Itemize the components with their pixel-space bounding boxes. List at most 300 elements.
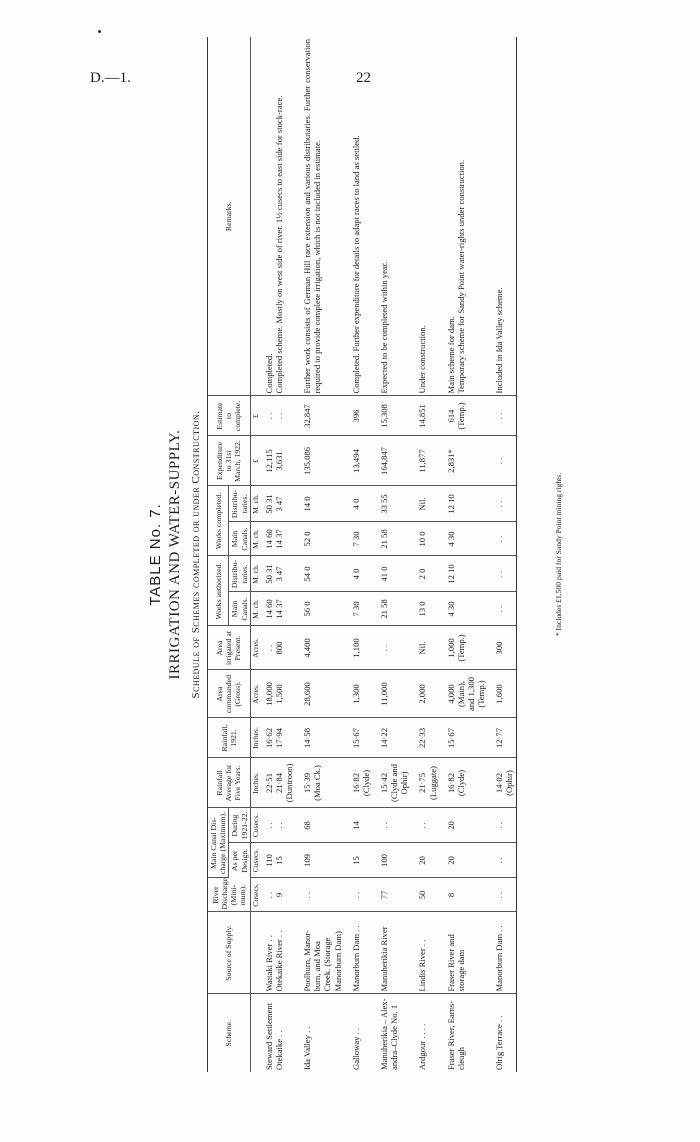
cell-line: . .: [494, 570, 505, 578]
cell-line: Steward Settlement: [263, 1002, 274, 1070]
cell-line: 15·42: [378, 772, 389, 794]
cell-line: . .: [273, 822, 284, 829]
cell-expenditure: [262, 436, 295, 486]
cell-line: 1,100: [350, 638, 361, 658]
header-remarks: Remarks.: [208, 37, 251, 396]
cell-rainfall-1921: [295, 718, 344, 758]
cell-source: [295, 912, 344, 994]
cell-line: (Temp.): [455, 402, 466, 430]
cell-comp-dist: [410, 486, 438, 522]
cell-line: 21·84: [273, 772, 284, 794]
cell-line: (Temp.): [476, 680, 487, 708]
cell-scheme: [439, 994, 488, 1072]
cell-source: [372, 912, 410, 994]
cell-during: [344, 808, 372, 843]
cell-line: 4 0: [350, 498, 361, 510]
unit-area-irrigated: Acres.: [250, 626, 261, 670]
cell-line: 2,000: [417, 684, 428, 704]
cell-remarks: [344, 37, 372, 396]
schedule-table: [207, 37, 517, 1072]
cell-area-irrigated: [344, 626, 372, 670]
cell-as-per-design: [295, 843, 344, 878]
cell-line: Fraser River, Earns-: [445, 1000, 456, 1070]
cell-rainfall-avg: [344, 758, 372, 808]
cell-area-commanded: [262, 670, 295, 718]
cell-rainfall-1921: [439, 718, 488, 758]
cell-line: 11,877: [417, 449, 428, 473]
cell-comp-main: [487, 522, 516, 556]
cell-line: Fraser River and: [445, 934, 456, 992]
cell-source: [487, 912, 516, 994]
cell-line: . .: [494, 857, 505, 864]
cell-line: 1,500: [273, 684, 284, 704]
cell-line: 16·82: [350, 772, 361, 794]
footnote: * Includes £1,500 paid for Sandy Point mining rights.: [554, 472, 563, 637]
cell-expenditure: [372, 436, 410, 486]
cell-remarks: [410, 37, 438, 396]
header-comp-distributaries: Distribu-taries.: [229, 486, 250, 522]
cell-line: 14 37: [273, 599, 284, 619]
cell-auth-main: [410, 592, 438, 626]
cell-line: Otekaike River . .: [273, 930, 284, 992]
cell-line: 21 58: [378, 599, 389, 619]
cell-line: (Clyde and: [389, 764, 400, 802]
cell-rainfall-avg: [487, 758, 516, 808]
cell-line: 7 30: [350, 601, 361, 617]
cell-line: 12 10: [445, 494, 456, 514]
cell-line: 20: [445, 856, 456, 865]
cell-line: Temporary scheme for Sandy Point water-rights under construction.: [455, 159, 466, 394]
cell-line: 16·82: [445, 772, 456, 794]
header-source: Source of Supply.: [208, 912, 251, 994]
cell-line: 14·02: [494, 772, 505, 794]
cell-line: 1,300: [350, 684, 361, 704]
cell-scheme: [262, 994, 295, 1072]
table-subtitle: Schedule of Schemes completed or under Construction.: [190, 410, 202, 699]
cell-line: 8: [445, 892, 456, 898]
cell-rainfall-avg: [439, 758, 488, 808]
header-area-irrigated: Area irrigated at Present.: [208, 626, 251, 670]
cell-scheme: [344, 994, 372, 1072]
cell-line: 2 0: [417, 568, 428, 580]
cell-line: Poolburn, Manor-: [302, 930, 313, 992]
cell-line: Creek. (Storage: [322, 937, 333, 992]
header-works-authorized: Works authorized.: [208, 556, 229, 626]
unit-empty: [250, 912, 261, 994]
cell-line: . .: [494, 500, 505, 508]
header-area-commanded: Area commanded (Gross).: [208, 670, 251, 718]
cell-line: 164,847: [378, 447, 389, 475]
cell-line: 7 30: [350, 531, 361, 547]
cell-line: 56 0: [302, 601, 313, 617]
header-river-discharge: River Discharge (Mini-mum).: [208, 878, 251, 912]
cell-line: (Clyde): [455, 769, 466, 797]
cell-expenditure: [439, 436, 488, 486]
page-speck: [98, 30, 101, 33]
cell-auth-dist: [262, 556, 295, 592]
header-rainfall-average: Rainfall Average for Five Years.: [208, 758, 251, 808]
cell-line: 14 37: [273, 529, 284, 549]
cell-river-discharge: [410, 878, 438, 912]
cell-expenditure: [410, 436, 438, 486]
cell-line: 16·62: [263, 727, 274, 749]
cell-area-commanded: [487, 670, 516, 718]
cell-remarks: [487, 37, 516, 396]
cell-line: 800: [273, 641, 284, 655]
cell-line: 3 47: [273, 496, 284, 512]
cell-area-commanded: [439, 670, 488, 718]
cell-line: 15: [350, 856, 361, 865]
cell-estimate: [295, 396, 344, 436]
cell-line: and 1,300: [465, 677, 476, 711]
cell-estimate: [439, 396, 488, 436]
cell-line: 15·39: [302, 772, 313, 794]
cell-line: Completed.: [263, 353, 274, 394]
cell-line: 4 30: [445, 601, 456, 617]
cell-remarks: [262, 37, 295, 396]
cell-line: 14 60: [263, 529, 274, 549]
cell-line: Further work consists of German Hill race extension and various distributaries. Further conservation required to provide complete irrigation, which is not included in estimate.: [302, 39, 323, 394]
cell-line: 14 60: [263, 599, 274, 619]
cell-line: 50: [417, 890, 428, 900]
cell-line: Included in Ida Valley scheme.: [494, 287, 505, 394]
cell-line: 15,308: [378, 404, 389, 428]
cell-comp-main: [372, 522, 410, 556]
cell-line: 50 31: [263, 494, 274, 514]
cell-comp-main: [410, 522, 438, 556]
cell-line: Ophir): [399, 771, 410, 795]
cell-line: 13,494: [350, 449, 361, 473]
table-row: [410, 37, 438, 1072]
cell-line: . .: [494, 891, 505, 899]
cell-auth-main: [344, 592, 372, 626]
cell-as-per-design: [372, 843, 410, 878]
cell-line: . .: [273, 412, 284, 420]
page-section: D.—1.: [90, 70, 131, 86]
unit-rainfall-average: Inches.: [250, 758, 261, 808]
cell-line: . .: [350, 891, 361, 899]
cell-line: Manorburn Dam): [332, 931, 343, 992]
cell-area-commanded: [410, 670, 438, 718]
cell-estimate: [487, 396, 516, 436]
cell-line: . .: [494, 412, 505, 420]
cell-during: [372, 808, 410, 843]
cell-comp-dist: [372, 486, 410, 522]
cell-comp-dist: [262, 486, 295, 522]
cell-area-irrigated: [410, 626, 438, 670]
cell-line: storage dam: [455, 949, 466, 992]
cell-scheme: [410, 994, 438, 1072]
cell-line: 14,851: [417, 404, 428, 428]
cell-source: [262, 912, 295, 994]
header-estimate: Estimate to complete.: [208, 396, 251, 436]
cell-line: 22·33: [417, 727, 428, 749]
cell-line: . .: [263, 412, 274, 420]
cell-during: [439, 808, 488, 843]
cell-line: 15: [273, 856, 284, 865]
cell-area-commanded: [344, 670, 372, 718]
cell-scheme: [372, 994, 410, 1072]
cell-area-irrigated: [372, 626, 410, 670]
table-row: [262, 37, 295, 1072]
cell-line: . .: [378, 822, 389, 829]
cell-estimate: [410, 396, 438, 436]
cell-line: . .: [302, 891, 313, 899]
cell-line: Completed scheme. Mostly on west side of river. 1½ cusecs to east side for stock-race.: [273, 95, 284, 394]
cell-during: [295, 808, 344, 843]
table-row: [344, 37, 372, 1072]
cell-expenditure: [295, 436, 344, 486]
header-during: During 1921-22.: [229, 808, 250, 843]
cell-line: 3 47: [273, 566, 284, 582]
cell-auth-dist: [410, 556, 438, 592]
cell-area-commanded: [295, 670, 344, 718]
header-rainfall-1921: Rainfall, 1921.: [208, 718, 251, 758]
cell-line: Ardgour . . . .: [417, 1023, 428, 1070]
cell-comp-main: [262, 522, 295, 556]
cell-river-discharge: [262, 878, 295, 912]
unit-empty: [250, 37, 261, 396]
cell-line: 52 0: [302, 531, 313, 547]
cell-line: Main scheme for dam.: [445, 316, 456, 394]
cell-comp-dist: [344, 486, 372, 522]
cell-line: (Main),: [455, 681, 466, 708]
header-auth-distributaries: Distribu-taries.: [229, 556, 250, 592]
cell-rainfall-1921: [410, 718, 438, 758]
cell-line: . .: [263, 891, 274, 899]
header-row-1: [208, 37, 229, 1072]
cell-expenditure: [487, 436, 516, 486]
cell-line: 21 58: [378, 529, 389, 549]
cell-line: Olrig Terrace . .: [494, 1015, 505, 1070]
cell-as-per-design: [487, 843, 516, 878]
cell-line: . .: [378, 644, 389, 652]
cell-line: 41 0: [378, 566, 389, 582]
cell-comp-main: [344, 522, 372, 556]
cell-estimate: [372, 396, 410, 436]
cell-line: 20: [417, 856, 428, 865]
unit-as-per-design: Cusecs.: [250, 843, 261, 878]
cell-line: Nil.: [417, 641, 428, 655]
cell-remarks: [439, 37, 488, 396]
cell-source: [439, 912, 488, 994]
cell-line: 2,831*: [445, 449, 456, 473]
cell-river-discharge: [295, 878, 344, 912]
cell-river-discharge: [487, 878, 516, 912]
cell-auth-dist: [344, 556, 372, 592]
cell-line: (Temp.): [455, 634, 466, 662]
cell-line: 4 30: [445, 531, 456, 547]
cell-line: Otekaike . .: [273, 1030, 284, 1070]
cell-during: [262, 808, 295, 843]
cell-auth-main: [372, 592, 410, 626]
unit-rainfall-1921: Inches.: [250, 718, 261, 758]
cell-as-per-design: [410, 843, 438, 878]
cell-auth-dist: [439, 556, 488, 592]
cell-source: [410, 912, 438, 994]
unit-estimate: £: [250, 396, 261, 436]
unit-auth-dist: M. ch.: [250, 556, 261, 592]
cell-line: 109: [302, 854, 313, 867]
cell-line: 14·22: [378, 727, 389, 749]
cell-auth-main: [439, 592, 488, 626]
cell-scheme: [295, 994, 344, 1072]
table-row: [295, 37, 344, 1072]
cell-line: (Ophir): [504, 770, 515, 796]
header-scheme: Scheme.: [208, 994, 251, 1072]
cell-comp-dist: [295, 486, 344, 522]
table-title: IRRIGATION AND WATER-SUPPLY.: [167, 429, 183, 680]
cell-line: 10 0: [417, 531, 428, 547]
unit-river-discharge: Cusecs.: [250, 878, 261, 912]
cell-line: 50 31: [263, 564, 274, 584]
unit-empty: [250, 994, 261, 1072]
cell-line: (Duntroon): [283, 763, 294, 803]
cell-area-commanded: [372, 670, 410, 718]
cell-line: Manuherikia – Alex-: [378, 998, 389, 1070]
cell-line: 4,400: [302, 638, 313, 658]
cell-auth-main: [262, 592, 295, 626]
cell-comp-dist: [439, 486, 488, 522]
cell-line: 4 0: [350, 568, 361, 580]
cell-line: Expected to be completed within year.: [378, 261, 389, 394]
cell-river-discharge: [439, 878, 488, 912]
cell-line: 33 55: [378, 494, 389, 514]
cell-during: [487, 808, 516, 843]
cell-line: 18,000: [263, 682, 274, 706]
cell-line: 77: [378, 890, 389, 900]
cell-line: . .: [494, 605, 505, 613]
cell-auth-main: [487, 592, 516, 626]
unit-comp-main: M. ch.: [250, 522, 261, 556]
cell-line: Galloway . .: [350, 1027, 361, 1070]
unit-expenditure: £: [250, 436, 261, 486]
cell-line: 110: [263, 854, 274, 867]
cell-estimate: [344, 396, 372, 436]
cell-rainfall-avg: [410, 758, 438, 808]
cell-line: 9: [273, 892, 284, 898]
cell-line: . .: [417, 822, 428, 829]
cell-line: Ida Valley . .: [302, 1026, 313, 1070]
cell-line: 15·67: [445, 727, 456, 749]
cell-rainfall-avg: [372, 758, 410, 808]
cell-line: 15·67: [350, 727, 361, 749]
cell-remarks: [372, 37, 410, 396]
cell-line: 20: [445, 821, 456, 830]
cell-estimate: [262, 396, 295, 436]
cell-line: (Luggate): [427, 766, 438, 800]
cell-line: 614: [445, 409, 456, 423]
cell-line: Under construction.: [417, 325, 428, 394]
cell-line: 14·58: [302, 727, 313, 749]
cell-line: 300: [494, 641, 505, 655]
cell-line: . .: [263, 644, 274, 652]
cell-line: . .: [263, 822, 274, 829]
cell-line: 28,600: [302, 682, 313, 706]
cell-line: 21·75: [417, 772, 428, 794]
unit-auth-main: M. ch.: [250, 592, 261, 626]
cell-comp-main: [439, 522, 488, 556]
cell-area-irrigated: [262, 626, 295, 670]
cell-auth-dist: [487, 556, 516, 592]
cell-as-per-design: [344, 843, 372, 878]
cell-rainfall-1921: [372, 718, 410, 758]
cell-area-irrigated: [295, 626, 344, 670]
cell-line: 54 0: [302, 566, 313, 582]
cell-auth-dist: [295, 556, 344, 592]
cell-line: andra–Clyde No. 1: [389, 1004, 400, 1070]
table-row: [372, 37, 410, 1072]
unit-area-commanded: Acres.: [250, 670, 261, 718]
cell-line: 32,847: [302, 404, 313, 428]
cell-line: . .: [494, 822, 505, 829]
cell-line: (Clyde): [360, 769, 371, 797]
page-number: 22: [356, 70, 371, 86]
cell-line: Manuherikia River: [378, 926, 389, 992]
cell-river-discharge: [372, 878, 410, 912]
cell-line: Lindis River . .: [417, 939, 428, 992]
cell-line: 14 0: [302, 496, 313, 512]
cell-rainfall-1921: [344, 718, 372, 758]
cell-line: 4,000: [445, 684, 456, 704]
cell-rainfall-avg: [262, 758, 295, 808]
cell-scheme: [487, 994, 516, 1072]
cell-line: 100: [378, 854, 389, 867]
cell-comp-main: [295, 522, 344, 556]
table-label: TABLE No. 7.: [147, 503, 164, 606]
rotated-table-block: [140, 37, 563, 1072]
unit-comp-dist: M. ch.: [250, 486, 261, 522]
cell-river-discharge: [344, 878, 372, 912]
table-row: [439, 37, 488, 1072]
cell-during: [410, 808, 438, 843]
cell-area-irrigated: [439, 626, 488, 670]
header-as-per-design: As per Design.: [229, 843, 250, 878]
cell-rainfall-1921: [487, 718, 516, 758]
cell-line: 68: [302, 821, 313, 830]
cell-line: 11,000: [378, 682, 389, 706]
cell-line: Manorburn Dam . .: [350, 925, 361, 992]
cell-line: 12,115: [263, 449, 274, 473]
cell-line: 12 10: [445, 564, 456, 584]
unit-during: Cusecs.: [250, 808, 261, 843]
cell-line: 13 0: [417, 601, 428, 617]
cell-line: Waitaki River . .: [263, 935, 274, 992]
cell-line: 14: [350, 821, 361, 830]
cell-line: . .: [494, 457, 505, 465]
cell-line: 396: [350, 409, 361, 423]
cell-line: 22·51: [263, 772, 274, 794]
cell-line: 1,600: [494, 684, 505, 704]
cell-as-per-design: [439, 843, 488, 878]
cell-rainfall-1921: [262, 718, 295, 758]
cell-as-per-design: [262, 843, 295, 878]
units-row: [250, 37, 261, 1072]
cell-line: . .: [494, 535, 505, 543]
cell-line: 17·94: [273, 727, 284, 749]
header-auth-main-canals: Main Canals.: [229, 592, 250, 626]
cell-line: Manorburn Dam . .: [494, 925, 505, 992]
cell-auth-dist: [372, 556, 410, 592]
cell-area-irrigated: [487, 626, 516, 670]
header-expenditure: Expenditure to 31st March, 1922.: [208, 436, 251, 486]
cell-line: cleugh: [455, 1047, 466, 1070]
cell-line: 12·77: [494, 727, 505, 749]
cell-line: 3,631: [273, 451, 284, 471]
header-main-canal-discharge: Main Canal Dis-charge (Maximum).: [208, 808, 229, 878]
cell-rainfall-avg: [295, 758, 344, 808]
cell-line: 1,000: [445, 638, 456, 658]
